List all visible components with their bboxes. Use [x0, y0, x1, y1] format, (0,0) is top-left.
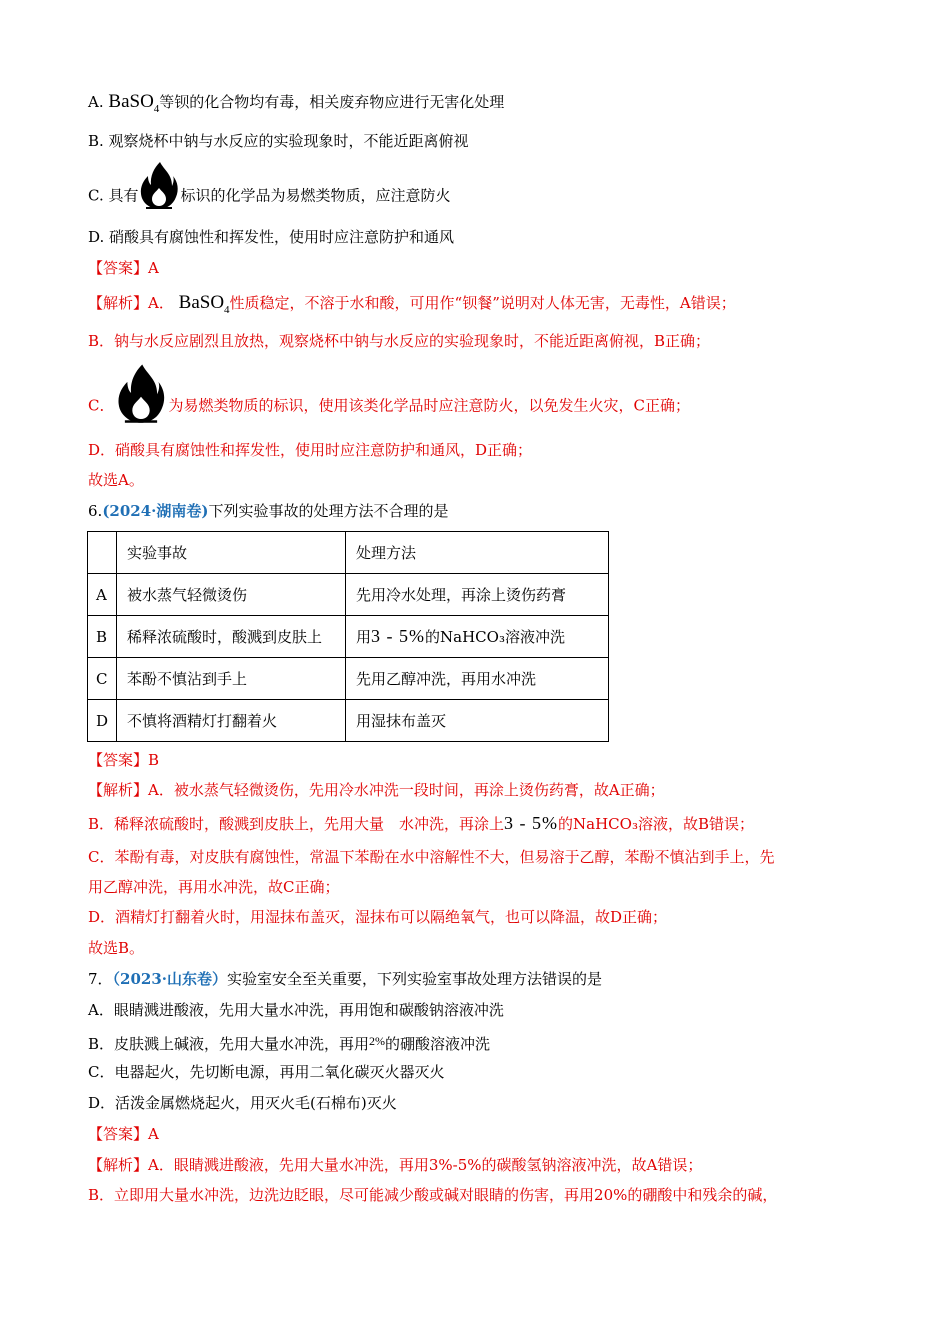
table-row: [88, 616, 609, 658]
q5-option-c: C. 具有 标识的化学品为易燃类物质，应注意防火: [88, 160, 451, 216]
table-row: [88, 700, 609, 742]
row-accident: 被水蒸气轻微烫伤: [117, 574, 346, 616]
table-cell: [88, 532, 117, 574]
q6-analysis-c2: 用乙醇冲洗，再用水冲洗，故C正确；: [88, 878, 340, 896]
q6-conclusion: 故选B。: [88, 939, 145, 957]
row-method: 用湿抹布盖灭: [346, 700, 609, 742]
q7-analysis-b: B．立即用大量水冲洗，边洗边眨眼，尽可能减少酸或碱对眼睛的伤害，再用20%的硼酸中和残余的碱，: [88, 1186, 778, 1204]
table-header-accident: 实验事故: [117, 532, 346, 574]
q5-analysis-a: 【解析】A． BaSO$_4$性质稳定，不溶于水和酸，可用作“钡餐”说明对人体无害，无毒性，A错误；: [88, 292, 736, 316]
q5-answer: 【答案】A: [88, 259, 159, 277]
q6-analysis-d: D．酒精灯打翻着火时，用湿抹布盖灭，湿抹布可以隔绝氧气，也可以降温，故D正确；: [88, 908, 668, 926]
table-header-method: 处理方法: [346, 532, 609, 574]
row-label: D: [88, 700, 117, 742]
q5-analysis-b: B．钠与水反应剧烈且放热，观察烧杯中钠与水反应的实验现象时，不能近距离俯视，B正确；: [88, 332, 711, 350]
q7-stem: 7．（2023·山东卷）实验室安全至关重要，下列实验室事故处理方法错误的是: [88, 970, 603, 988]
q5-conclusion: 故选A。: [88, 471, 144, 489]
q6-answer: 【答案】B: [88, 751, 160, 769]
q5-analysis-c: C． 为易燃类物质的标识，使用该类化学品时应注意防火，以免发生火灾，C正确；: [88, 362, 690, 426]
q5-option-b: B. 观察烧杯中钠与水反应的实验现象时，不能近距离俯视: [88, 132, 469, 150]
q6-analysis-c1: C．苯酚有毒，对皮肤有腐蚀性，常温下苯酚在水中溶解性不大，但易溶于乙醇，苯酚不慎沾到手上，先: [88, 848, 775, 866]
row-method: 用3 - 5%的NaHCO₃溶液冲洗: [346, 616, 609, 658]
accident-table: [87, 531, 609, 742]
q6-analysis-a: 【解析】A．被水蒸气轻微烫伤，先用冷水冲洗一段时间，再涂上烫伤药膏，故A正确；: [88, 781, 665, 799]
row-accident: 不慎将酒精灯打翻着火: [117, 700, 346, 742]
row-accident: 苯酚不慎沾到手上: [117, 658, 346, 700]
row-label: C: [88, 658, 117, 700]
q7-option-a: A．眼睛溅进酸液，先用大量水冲洗，再用饱和碳酸钠溶液冲洗: [88, 1001, 504, 1019]
q5-analysis-d: D．硝酸具有腐蚀性和挥发性，使用时应注意防护和通风，D正确；: [88, 441, 533, 459]
q7-answer: 【答案】A: [88, 1125, 159, 1143]
q7-option-b: B．皮肤溅上碱液，先用大量水冲洗，再用$^{2\%}$的硼酸溶液冲洗: [88, 1034, 491, 1053]
row-method: 先用冷水处理，再涂上烫伤药膏: [346, 574, 609, 616]
q7-analysis-a: 【解析】A．眼睛溅进酸液，先用大量水冲洗，再用3%-5%的碳酸氢钠溶液冲洗，故A错误；: [88, 1156, 703, 1174]
flammable-hazard-icon-large: [114, 362, 168, 451]
table-row: [88, 658, 609, 700]
q6-analysis-b: B．稀释浓硫酸时，酸溅到皮肤上，先用大量 水冲洗，再涂上3 - 5%的NaHCO₃溶液，故B错误；: [88, 813, 754, 833]
q7-option-c: C．电器起火，先切断电源，再用二氧化碳灭火器灭火: [88, 1063, 445, 1081]
q7-option-d: D．活泼金属燃烧起火，用灭火毛(石棉布)灭火: [88, 1094, 397, 1112]
q5-option-d: D. 硝酸具有腐蚀性和挥发性，使用时应注意防护和通风: [88, 228, 455, 246]
q5-option-a: A. BaSO$_4$等钡的化合物均有毒，相关废弃物应进行无害化处理: [88, 91, 505, 115]
baso4-formula-analysis: BaSO$_4$: [178, 292, 230, 316]
table-row: [88, 574, 609, 616]
baso4-formula: BaSO$_4$: [108, 91, 160, 115]
table-header-row: [88, 532, 609, 574]
row-label: B: [88, 616, 117, 658]
row-method: 先用乙醇冲洗，再用水冲洗: [346, 658, 609, 700]
row-label: A: [88, 574, 117, 616]
row-accident: 稀释浓硫酸时，酸溅到皮肤上: [117, 616, 346, 658]
q6-stem: 6.(2024·湖南卷)下列实验事故的处理方法不合理的是: [88, 502, 449, 520]
flammable-hazard-icon: [138, 160, 180, 233]
